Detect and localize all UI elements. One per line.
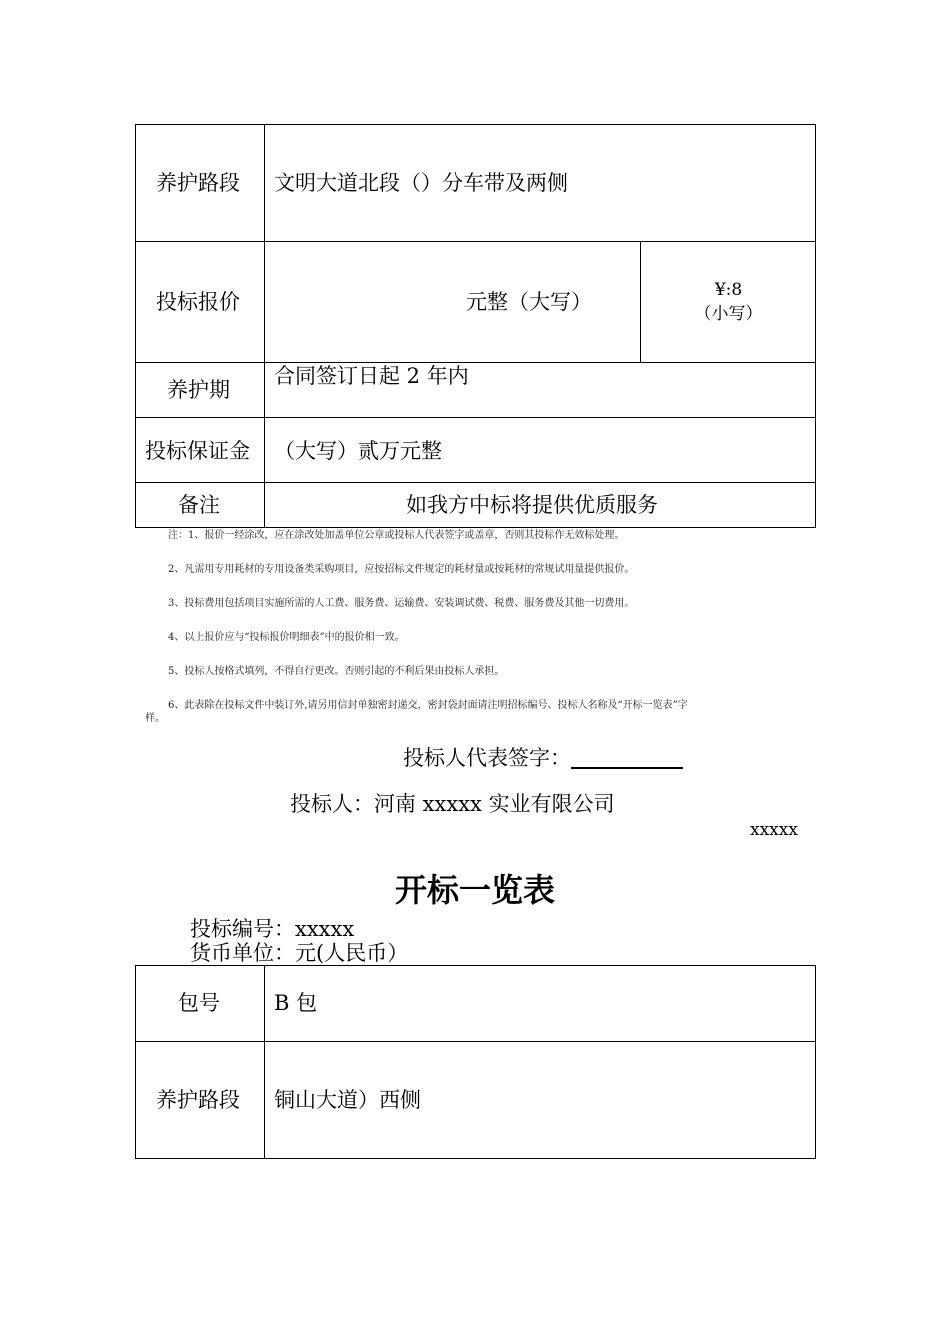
table-divider (264, 965, 265, 1159)
row-value-bid-price-capital: 元整（大写） (466, 290, 592, 314)
currency-unit: 货币单位：元(人民币） (190, 941, 409, 965)
note-line: 2、凡需用专用耗材的专用设备类采购项目，应按招标文件规定的耗材量或按耗材的常规试用量提供报价。 (168, 564, 635, 575)
row-label-remarks: 备注 (178, 493, 220, 517)
table-divider (135, 417, 816, 418)
note-line: 4、以上报价应与“投标报价明细表”中的报价相一致。 (168, 632, 405, 643)
row-label-road-section: 养护路段 (156, 1088, 240, 1112)
bid-number: 投标编号：xxxxx (190, 917, 355, 941)
table-divider (640, 241, 641, 362)
note-line: 5、投标人按格式填列，不得自行更改。否则引起的不利后果由投标人承担。 (168, 666, 505, 677)
opening-summary-table-border (135, 965, 816, 1159)
row-value-road-section: 文明大道北段（）分车带及两侧 (274, 171, 568, 195)
bidder-name: 投标人：河南 xxxxx 实业有限公司 (290, 792, 615, 816)
note-line: 样。 (145, 713, 165, 724)
row-value-road-section: 铜山大道）西侧 (274, 1088, 421, 1112)
row-value-bid-bond: （大写）贰万元整 (274, 439, 442, 463)
row-label-maintenance-period: 养护期 (167, 378, 230, 402)
row-label-bid-bond: 投标保证金 (145, 439, 250, 463)
row-value-package-no: B 包 (274, 991, 318, 1015)
row-label-package-no: 包号 (178, 991, 220, 1015)
signature-date: xxxxx (750, 820, 798, 840)
note-line: 3、投标费用包括项目实施所需的人工费、服务费、运输费、安装调试费、税费、服务费及其他一切费用。 (168, 598, 635, 609)
representative-signature-label: 投标人代表签字： (403, 746, 571, 770)
row-value-bid-price-amount: ¥:8 (714, 280, 743, 300)
row-value-bid-price-lowercase-note: （小写） (694, 304, 763, 324)
table-divider (135, 362, 816, 363)
signature-blank (571, 749, 683, 769)
table-divider (264, 124, 265, 528)
table-divider (135, 1041, 816, 1042)
note-line: 6、此表除在投标文件中装订外,请另用信封单独密封递交，密封袋封面请注明招标编号、投标人名称及“开标一览表”字 (168, 700, 688, 711)
representative-signature-line (403, 748, 683, 769)
row-value-remarks: 如我方中标将提供优质服务 (406, 493, 658, 517)
table-divider (135, 482, 816, 483)
table-divider (135, 241, 816, 242)
row-label-bid-price: 投标报价 (156, 290, 240, 314)
page-title: 开标一览表 (394, 871, 555, 909)
row-label-road-section: 养护路段 (156, 171, 240, 195)
note-line: 注：1、报价一经涂改，应在涂改处加盖单位公章或投标人代表签字或盖章，否则其投标作无效标处理。 (168, 530, 625, 541)
row-value-maintenance-period: 合同签订日起 2 年内 (274, 364, 469, 388)
